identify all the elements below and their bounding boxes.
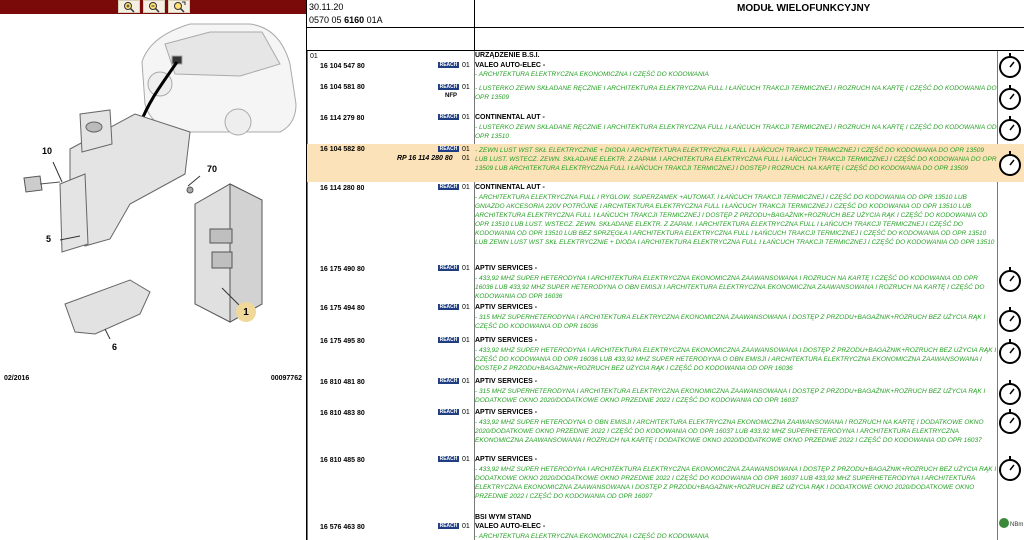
callout-10: 10 (42, 146, 53, 156)
table-row-highlighted[interactable] (307, 144, 1024, 182)
part-number[interactable]: 16 810 483 80 (320, 410, 365, 417)
reach-badge: REACH (439, 523, 458, 529)
reach-badge: REACH (439, 409, 458, 415)
ref-prefix: 0570 05 (309, 15, 342, 25)
description: - LUSTERKO ZEWN SKŁADANE RĘCZNIE I ARCHITEKTURA ELEKTRYCZNA FULL I ŁAŃCUCH TRAKCJI TERMICZNEJ I ROZRUCH NA KARTĘ I CZĘŚĆ DO KODOWANIA OD OPR 13510 (475, 124, 997, 140)
part-number[interactable]: 16 114 280 80 (320, 185, 365, 192)
quantity: 01 (462, 146, 470, 153)
description: - 315 MHZ SUPERHETERODYNA I ARCHITEKTURA ELEKTRYCZNA EKONOMICZNA ZAAWANSOWANA I DOSTĘP Z PRZODU+BAGAŻNIK+ROZRUCH BEZ UŻYCIA RĄK I DODATKOWE OKNO 2020/DODATKOWE OKNO PRZEDNIE 2022 I CZĘŚĆ DO KODOWANIA OD OPR 16037 (475, 388, 986, 404)
quantity: 01 (462, 184, 470, 191)
catalog-header (307, 0, 1024, 28)
quantity: 01 (462, 409, 470, 416)
description: - LUSTERKO ZEWN SKŁADANE RĘCZNIE I ARCHITEKTURA ELEKTRYCZNA FULL I ŁAŃCUCH TRAKCJI TERMICZNEJ I ROZRUCH NA KARTĘ I CZĘŚĆ DO KODOWANIA DO OPR 13509 (475, 85, 997, 101)
supplier: APTIV SERVICES - (475, 337, 538, 344)
callout-6: 6 (112, 342, 118, 352)
stopwatch-icon[interactable] (998, 408, 1022, 434)
part-number[interactable]: 16 810 485 80 (320, 457, 365, 464)
reach-badge: REACH (439, 337, 458, 343)
stopwatch-icon[interactable] (998, 306, 1022, 332)
svg-text:NBm: NBm (1010, 522, 1024, 528)
bsi-module-1 (195, 184, 262, 322)
description: - ARCHITEKTURA ELEKTRYCZNA FULL I RYGLOW. SUPERZAMEK +AUTOMAT. I ŁAŃCUCH TRAKCJI TERMICZNEJ I CZĘŚĆ DO KODOWANIA OD OPR 13510 LUB GNIAZDO AKCESORIA 220V POTRÓJNE I ARCHITEKTURA ELEKTRYCZNA FULL I ŁAŃCUCH TRAKCJI TERMICZNEJ I CZĘŚĆ DO KODOWANIA OD OPR 13510 LUB ARCHITEKTURA ELEKTRYCZNA FULL I ŁAŃCUCH TRAKCJI TERMICZNEJ I DOSTĘP Z PRZODU+BAGAŻNIK+ROZRUCH BEZ UŻYCIA RĄK I CZĘŚĆ DO KODOWANIA OD OPR 13510 LUB LUST. WSTECZ. ZEWN. SKŁADANE ELEKTR. Z ZAPAM. I ARCHITEKTURA ELEKTRYCZNA FULL I ŁAŃCUCH TRAKCJI TERMICZNEJ I CZĘŚĆ DO KODOWANIA OD OPR 13510 LUB BEZ SPRZĘGŁA I ARCHITEKTURA ELEKTRYCZNA FULL I ŁAŃCUCH TRAKCJI TERMICZNEJ I CZĘŚĆ DO KODOWANIA OD OPR 13510 LUB ZEWN LUST WST SKŁ ELEKTRYCZNIE + DIODA I ARCHITEKTURA ELEKTRYCZNA FULL I ŁAŃCUCH TRAKCJI TERMICZNEJ I CZĘŚĆ DO KODOWANIA OD OPR 13510 (475, 194, 995, 246)
diagram-panel (0, 0, 307, 540)
supplier: APTIV SERVICES - (475, 456, 538, 463)
bracket-5 (60, 110, 190, 252)
stopwatch-icon[interactable] (998, 379, 1022, 405)
zoom-in-button[interactable] (118, 0, 140, 13)
description: - ZEWN LUST WST SKŁ ELEKTRYCZNIE + DIODA I ARCHITEKTURA ELEKTRYCZNA FULL I ŁAŃCUCH TRAKCJI TERMICZNEJ I CZĘŚĆ DO KODOWANIA DO OPR 13509 LUB LUST. WSTECZ. ZEWN. SKŁADANE ELEKTR. Z ZAPAM. I ARCHITEKTURA ELEKTRYCZNA FULL I ŁAŃCUCH TRAKCJI TERMICZNEJ I CZĘŚĆ DO KODOWANIA DO OPR 13509 LUB ARCHITEKTURA ELEKTRYCZNA FULL I ŁAŃCUCH TRAKCJI TERMICZNEJ I DOSTĘP I ROZRUCH. NA KARTĘ I CZĘŚĆ DO KODOWANIA DO OPR 13509 (475, 147, 997, 172)
stopwatch-icon[interactable] (998, 455, 1022, 481)
callout-1: 1 (236, 302, 256, 322)
subheader-divider (474, 28, 475, 50)
table-row[interactable] (307, 303, 1024, 335)
ref-suffix: 01A (366, 15, 383, 25)
ref-bold: 6160 (344, 15, 365, 25)
description: - 433,92 MHZ SUPER HETERODYNA I ARCHITEKTURA ELEKTRYCZNA EKONOMICZNA ZAAWANSOWANA I ROZRUCH NA KARTĘ I CZĘŚĆ DO KODOWANIA OD OPR 16036 LUB 433,92 MHZ SUPER HETERODYNA O OBN EMISJI I ARCHITEKTURA ELEKTRYCZNA EKONOMICZNA ZAAWANSOWANA I ROZRUCH NA KARTĘ I CZĘŚĆ DO KODOWANIA OD OPR 16036 (475, 275, 985, 300)
reach-badge: REACH (439, 84, 458, 90)
table-row[interactable] (307, 336, 1024, 376)
quantity: 01 (462, 62, 470, 69)
part-number[interactable]: 16 175 490 80 (320, 266, 365, 273)
reach-badge: REACH (439, 184, 458, 190)
nfp-badge-icon (998, 515, 1024, 530)
callout-70: 70 (207, 164, 218, 174)
supplier: APTIV SERVICES - (475, 304, 538, 311)
stopwatch-icon[interactable] (998, 84, 1022, 110)
zoom-toolbar (0, 0, 306, 14)
description: - ARCHITEKTURA ELEKTRYCZNA EKONOMICZNA I CZĘŚĆ DO KODOWANIA (475, 533, 709, 540)
description: - 433,92 MHZ SUPER HETERODYNA O OBN EMISJI I ARCHITEKTURA ELEKTRYCZNA EKONOMICZNA ZAAWANSOWANA I ROZRUCH NA KARTĘ I DODATKOWE OKNO 2020/DODATKOWE OKNO PRZEDNIE 2022 I CZĘŚĆ DO KODOWANIA OD OPR 16037 LUB 433,92 MHZ SUPERHETERODYNA I ARCHITEKTURA ELEKTRYCZNA EKONOMICZNA ZAAWANSOWANA I ROZRUCH NA KARTĘ I DODATKOWE OKNO 2020/DODATKOWE OKNO PRZEDNIE 2022 I CZĘŚĆ DO KODOWANIA OD OPR 16037 (475, 419, 984, 444)
reach-badge: REACH (439, 265, 458, 271)
replacement-part[interactable]: RP 16 114 280 80 (397, 155, 453, 162)
quantity: 01 (462, 265, 470, 272)
stopwatch-icon[interactable] (998, 52, 1022, 78)
description: - ARCHITEKTURA ELEKTRYCZNA EKONOMICZNA I CZĘŚĆ DO KODOWANIA (475, 71, 709, 78)
part-number[interactable]: 16 104 581 80 (320, 84, 365, 91)
part-number[interactable]: 16 576 463 80 (320, 524, 365, 531)
parts-illustration (0, 14, 306, 376)
diagram-date: 02/2016 (4, 375, 30, 382)
nfp-label: NFP (445, 93, 457, 99)
supplier: CONTINENTAL AUT - (475, 114, 545, 121)
table-row[interactable] (307, 51, 1024, 81)
part-number[interactable]: 16 810 481 80 (320, 379, 365, 386)
table-row[interactable] (307, 455, 1024, 511)
table-row[interactable] (307, 408, 1024, 454)
table-row[interactable] (307, 377, 1024, 407)
supplier: APTIV SERVICES - (475, 378, 538, 385)
stopwatch-icon[interactable] (998, 338, 1022, 364)
quantity: 01 (462, 456, 470, 463)
supplier: VALEO AUTO-ELEC - (475, 62, 546, 69)
table-row[interactable] (307, 82, 1024, 112)
part-number[interactable]: 16 114 279 80 (320, 115, 365, 122)
description: - 433,92 MHZ SUPER HETERODYNA I ARCHITEKTURA ELEKTRYCZNA EKONOMICZNA ZAAWANSOWANA I DOSTĘP Z PRZODU+BAGAŻNIK+ROZRUCH BEZ UŻYCIA RĄK I CZĘŚĆ DO KODOWANIA OD OPR 16036 LUB 433,92 MHZ SUPER HETERODYNA O OBN EMISJI I ARCHITEKTURA ELEKTRYCZNA EKONOMICZNA ZAAWANSOWANA I DOSTĘP Z PRZODU+BAGAŻNIK+ROZRUCH BEZ UŻYCIA RĄK I CZĘŚĆ DO KODOWANIA OD OPR 16036 (475, 347, 997, 372)
zoom-in-icon (123, 1, 136, 13)
zoom-fit-icon (173, 1, 186, 13)
reach-badge: REACH (439, 62, 458, 68)
quantity: 01 (462, 378, 470, 385)
table-row[interactable] (307, 513, 1024, 540)
quantity: 01 (462, 304, 470, 311)
part-number[interactable]: 16 175 494 80 (320, 305, 365, 312)
figure-reference: 00097762 (270, 375, 302, 382)
description: - 315 MHZ SUPERHETERODYNA I ARCHITEKTURA ELEKTRYCZNA EKONOMICZNA ZAAWANSOWANA I DOSTĘP Z PRZODU+BAGAŻNIK+ROZRUCH BEZ UŻYCIA RĄK I CZĘŚĆ DO KODOWANIA OD OPR 16036 (475, 314, 986, 330)
catalog-reference (309, 15, 383, 25)
zoom-out-icon (148, 1, 161, 13)
exploded-parts-diagram (0, 14, 306, 376)
reach-badge: REACH (439, 146, 458, 152)
parts-list-panel (307, 0, 1024, 540)
part-number[interactable]: 16 104 547 80 (320, 63, 365, 70)
bracket-6 (65, 280, 150, 334)
zoom-out-button[interactable] (143, 0, 165, 13)
stopwatch-icon[interactable] (998, 150, 1022, 176)
supplier: VALEO AUTO-ELEC - (475, 523, 546, 530)
quantity: 01 (462, 523, 470, 530)
reach-badge: REACH (439, 456, 458, 462)
bolt-10 (24, 176, 60, 192)
quantity-secondary: 01 (462, 155, 470, 162)
page-title: MODUŁ WIELOFUNKCYJNY (737, 3, 871, 14)
table-row[interactable] (307, 113, 1024, 143)
reach-badge: REACH (439, 114, 458, 120)
supplier: CONTINENTAL AUT - (475, 184, 545, 191)
description: - 433,92 MHZ SUPER HETERODYNA I ARCHITEKTURA ELEKTRYCZNA EKONOMICZNA ZAAWANSOWANA I DOSTĘP Z PRZODU+BAGAŻNIK+ROZRUCH BEZ UŻYCIA RĄK I DODATKOWE OKNO 2020/DODATKOWE OKNO PRZEDNIE 2022 I CZĘŚĆ DO KODOWANIA OD OPR 16037 LUB 433,92 MHZ SUPERHETERODYNA I ARCHITEKTURA ELEKTRYCZNA EKONOMICZNA ZAAWANSOWANA I DOSTĘP Z PRZODU+BAGAŻNIK+ROZRUCH BEZ UŻYCIA RĄK I DODATKOWE OKNO 2020/DODATKOWE OKNO PRZEDNIE 2022 I CZĘŚĆ DO KODOWANIA OD OPR 16097 (475, 466, 997, 500)
reach-badge: REACH (439, 304, 458, 310)
stopwatch-icon[interactable] (998, 266, 1022, 292)
zoom-fit-button[interactable] (168, 0, 190, 13)
level: 01 (310, 53, 318, 60)
quantity: 01 (462, 84, 470, 91)
supplier: APTIV SERVICES - (475, 409, 538, 416)
group-heading: BSI WYM STAND (475, 514, 532, 521)
subheader (307, 28, 1024, 51)
table-row[interactable] (307, 183, 1024, 263)
group-heading: URZĄDZENIE B.S.I. (475, 52, 540, 59)
reach-badge: REACH (439, 378, 458, 384)
parts-table (307, 51, 1024, 540)
part-number[interactable]: 16 175 495 80 (320, 338, 365, 345)
quantity: 01 (462, 337, 470, 344)
callout-5: 5 (46, 234, 52, 244)
part-number[interactable]: 16 104 582 80 (320, 146, 365, 153)
catalog-date: 30.11.20 (309, 2, 344, 12)
quantity: 01 (462, 114, 470, 121)
table-row[interactable] (307, 264, 1024, 302)
header-divider (474, 0, 475, 27)
supplier: APTIV SERVICES - (475, 265, 538, 272)
stopwatch-icon[interactable] (998, 115, 1022, 141)
